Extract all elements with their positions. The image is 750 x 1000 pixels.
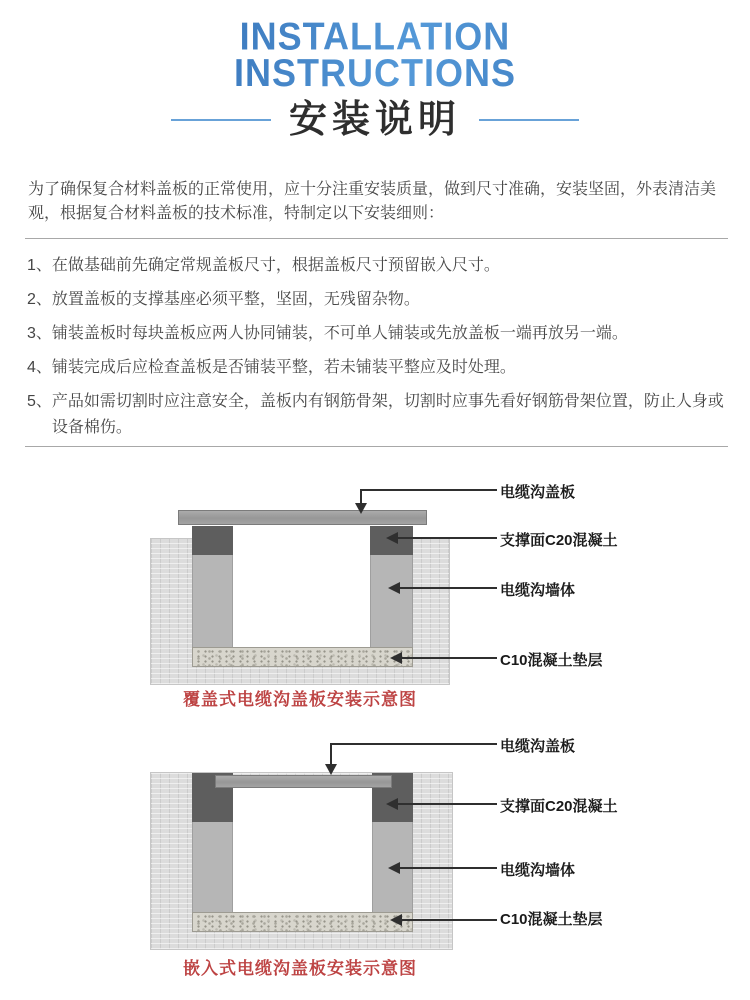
list-item-text: 产品如需切割时应注意安全，盖板内有钢筋骨架，切割时应事先看好钢筋骨架位置，防止人身或设备棉伤。 — [51, 393, 724, 436]
arrow-left-icon — [390, 652, 402, 664]
annotation-line — [400, 657, 497, 659]
page-title-english — [0, 13, 750, 95]
figure-covered-type-diagram — [0, 470, 750, 722]
list-item-text: 在做基础前先确定常规盖板尺寸，根据盖板尺寸预留嵌入尺寸。 — [51, 257, 500, 274]
cover-plate — [215, 775, 392, 788]
title-decor-line-left — [171, 119, 271, 121]
annotation-line — [398, 587, 497, 589]
arrow-left-icon — [386, 798, 398, 810]
section-divider — [25, 238, 728, 239]
title-decor-line-right — [479, 119, 579, 121]
figure-label-trench-wall: 电缆沟墙体 — [500, 862, 576, 879]
trench-cavity — [233, 786, 372, 912]
list-item-number: 2、 — [27, 291, 52, 308]
c10-cushion-layer — [192, 912, 413, 932]
arrow-left-icon — [390, 914, 402, 926]
trench-wall-right — [370, 555, 413, 647]
annotation-line — [396, 803, 497, 805]
list-item-number: 1、 — [27, 257, 52, 274]
c20-support-block-left — [192, 526, 233, 555]
c10-cushion-layer — [192, 647, 413, 667]
figure-label-c20-support: 支撑面C20混凝土 — [500, 532, 618, 549]
annotation-line — [398, 867, 497, 869]
list-item — [27, 321, 729, 347]
list-item — [27, 389, 729, 441]
trench-cavity — [233, 526, 370, 647]
list-item-text: 铺装盖板时每块盖板应两人协同铺装，不可单人铺装或先放盖板一端再放另一端。 — [51, 325, 628, 342]
list-item — [27, 287, 729, 313]
arrow-down-icon — [325, 764, 337, 775]
title-en-line1: INSTALLATION — [239, 13, 511, 58]
annotation-line — [400, 919, 497, 921]
title-en-line2: INSTRUCTIONS — [234, 50, 516, 95]
intro-paragraph: 为了确保复合材料盖板的正常使用，应十分注重安装质量，做到尺寸准确，安装坚固，外表清洁美观，根据复合材料盖板的技术标准，特制定以下安装细则： — [28, 181, 717, 222]
figure-label-trench-wall: 电缆沟墙体 — [500, 582, 576, 599]
figure-label-c10-cushion: C10混凝土垫层 — [500, 911, 603, 928]
list-item-number: 3、 — [27, 325, 52, 342]
trench-wall-left — [192, 555, 233, 647]
list-item-number: 4、 — [27, 359, 52, 376]
arrow-left-icon — [386, 532, 398, 544]
installation-rules-list — [27, 253, 729, 449]
list-item-number: 5、 — [27, 393, 52, 410]
annotation-line — [396, 537, 497, 539]
figure-label-cover-plate: 电缆沟盖板 — [500, 484, 576, 501]
arrow-left-icon — [388, 582, 400, 594]
figure-label-c10-cushion: C10混凝土垫层 — [500, 652, 603, 669]
figure-label-cover-plate: 电缆沟盖板 — [500, 738, 576, 755]
figure-caption: 覆盖式电缆沟盖板安装示意图 — [183, 690, 417, 709]
cover-plate — [178, 510, 427, 525]
list-item-text: 铺装完成后应检查盖板是否铺装平整，若未铺装平整应及时处理。 — [51, 359, 516, 376]
annotation-line — [330, 743, 497, 745]
arrow-down-icon — [355, 503, 367, 514]
annotation-line — [360, 489, 497, 491]
list-item-text: 放置盖板的支撑基座必须平整，坚固，无残留杂物。 — [51, 291, 420, 308]
figure-caption: 嵌入式电缆沟盖板安装示意图 — [183, 959, 417, 978]
trench-wall-left — [192, 822, 233, 912]
list-item — [27, 253, 729, 279]
arrow-left-icon — [388, 862, 400, 874]
figure-label-c20-support: 支撑面C20混凝土 — [500, 798, 618, 815]
figure-embedded-type-diagram — [0, 722, 750, 980]
section-divider — [25, 446, 728, 447]
page-title-chinese-row — [0, 96, 750, 144]
page-title: 安装说明 — [288, 99, 461, 141]
list-item — [27, 355, 729, 381]
annotation-line — [330, 743, 332, 765]
